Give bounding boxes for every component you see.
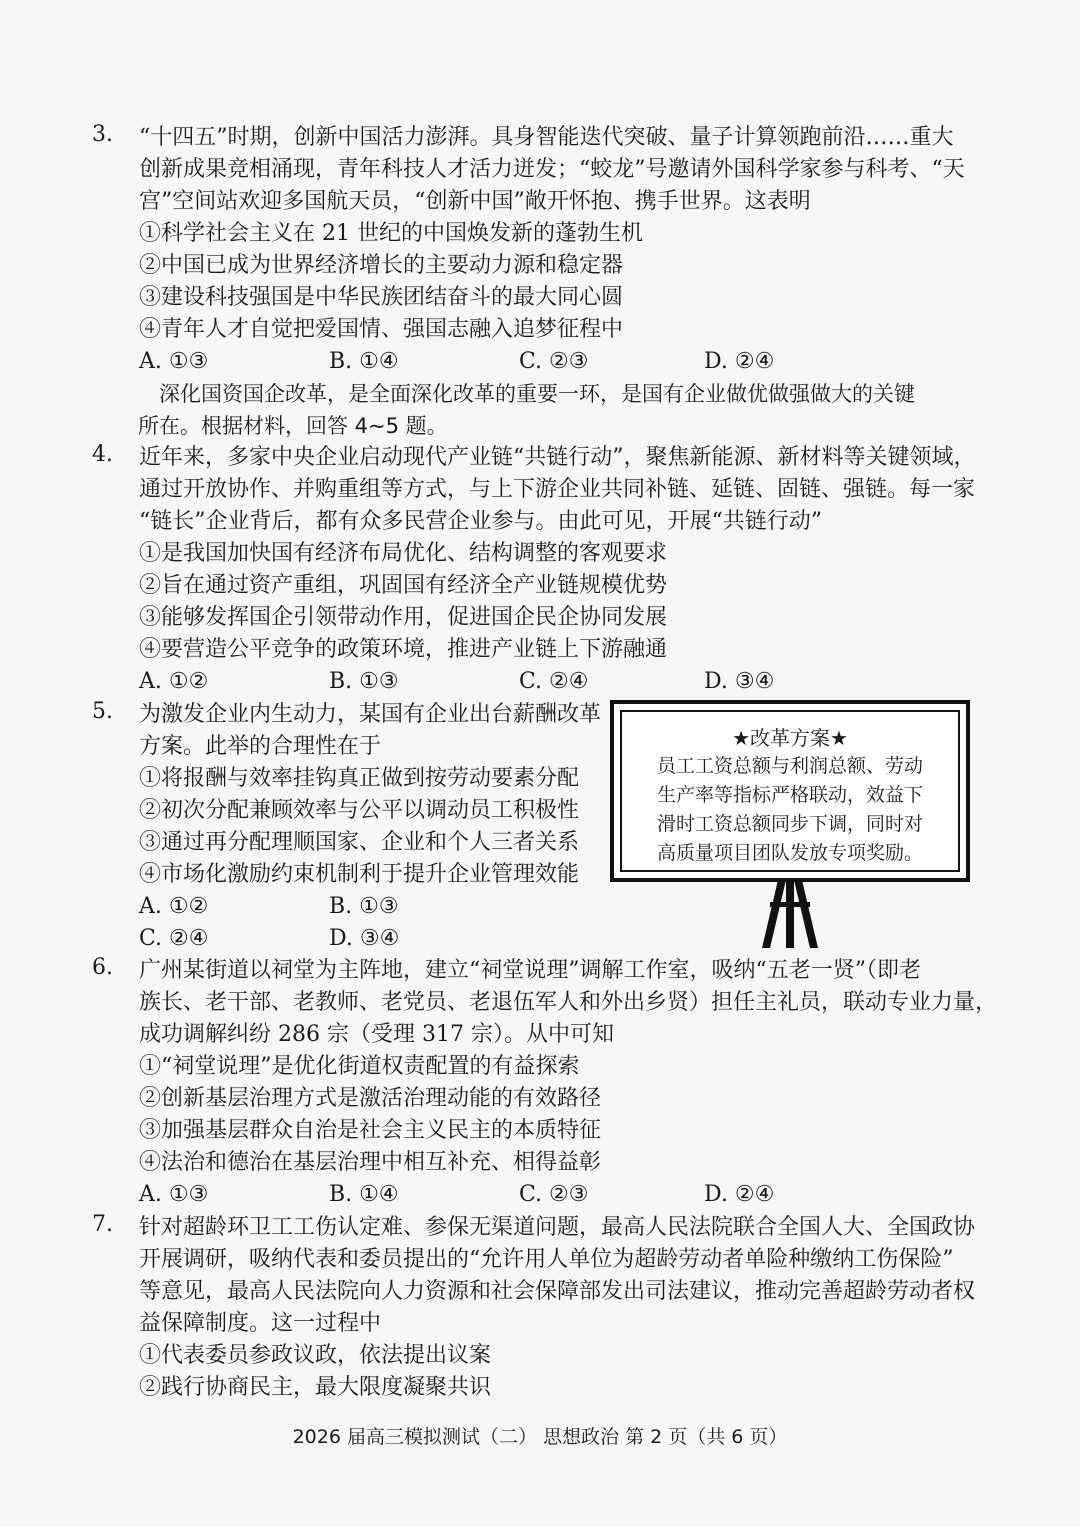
question-number: 7. (92, 1212, 113, 1237)
statement-3: ③加强基层群众自治是社会主义民主的本质特征 (139, 1118, 602, 1143)
board-line: 滑时工资总额同步下调，同时对 (656, 813, 923, 835)
option-d: D. ②④ (704, 1182, 775, 1207)
option-c: C. ②④ (519, 669, 589, 694)
statement-1: ①“祠堂说理”是优化街道权责配置的有益探索 (139, 1054, 580, 1079)
option-b: B. ①③ (329, 669, 399, 694)
statement-4: ④市场化激励约束机制利于提升企业管理效能 (139, 862, 580, 887)
board-frame (620, 710, 960, 872)
options-row (139, 891, 592, 923)
statement-4: ④青年人才自觉把爱国情、强国志融入追梦征程中 (139, 317, 624, 342)
statement-2: ②创新基层治理方式是激活治理动能的有效路径 (139, 1086, 602, 1111)
stem-line: 为激发企业内生动力，某国有企业出台薪酬改革 (139, 702, 602, 727)
option-c: C. ②③ (519, 349, 589, 374)
stem-line: 近年来，多家中央企业启动现代产业链“共链行动”，聚焦新能源、新材料等关键领域， (139, 445, 976, 470)
question-body (139, 699, 602, 955)
stem-line: “十四五”时期，创新中国活力澎湃。具身智能迭代突破、量子计算领跑前沿……重大 (139, 125, 954, 150)
stem-line: 通过开放协作、并购重组等方式，与上下游企业共同补链、延链、固链、强链。每一家 (139, 477, 976, 502)
option-a: A. ①③ (139, 349, 209, 374)
statement-3: ③能够发挥国企引领带动作用，促进国企民企协同发展 (139, 605, 668, 630)
statement-2: ②中国已成为世界经济增长的主要动力源和稳定器 (139, 253, 624, 278)
stem-line: 开展调研，吸纳代表和委员提出的“允许用人单位为超龄劳动者单险种缴纳工伤保险” (139, 1247, 954, 1272)
question-body (139, 1212, 982, 1404)
board-line: 生产率等指标严格联动，效益下 (656, 784, 923, 806)
options-row (139, 666, 982, 698)
option-d: D. ③④ (329, 926, 400, 951)
statement-4: ④要营造公平竞争的政策环境，推进产业链上下游融通 (139, 637, 668, 662)
option-c: C. ②③ (519, 1182, 589, 1207)
stem-line: 宫”空间站欢迎多国航天员，“创新中国”敞开怀抱、携手世界。这表明 (139, 189, 811, 214)
statement-1: ①将报酬与效率挂钩真正做到按劳动要素分配 (139, 766, 580, 791)
stem-line: 成功调解纠纷 286 宗（受理 317 宗）。从中可知 (139, 1022, 614, 1047)
statement-2: ②旨在通过资产重组，巩固国有经济全产业链规模优势 (139, 573, 668, 598)
stem-line: 创新成果竞相涌现，青年科技人才活力迸发；“蛟龙”号邀请外国科学家参与科考、“天 (139, 157, 965, 182)
statement-1: ①代表委员参政议政，依法提出议案 (139, 1343, 492, 1368)
question-body (139, 442, 982, 698)
stem-line: 族长、老干部、老教师、老党员、老退伍军人和外出乡贤）担任主礼员，联动专业力量， (139, 990, 998, 1015)
statement-2: ②践行协商民主，最大限度凝聚共识 (139, 1375, 492, 1400)
material-4-5 (138, 378, 983, 442)
board-title: ★改革方案★ (732, 726, 848, 750)
option-a: A. ①② (139, 669, 209, 694)
option-b: B. ①③ (329, 894, 399, 919)
stem-line: 针对超龄环卫工工伤认定难、参保无渠道问题，最高人民法院联合全国人大、全国政协 (139, 1215, 976, 1240)
reform-plan-board (610, 700, 970, 882)
page-footer: 2026 届高三模拟测试（二） 思想政治 第 2 页（共 6 页） (292, 1426, 788, 1448)
easel-stand-icon (740, 880, 840, 950)
stem-line: 广州某街道以祠堂为主阵地，建立“祠堂说理”调解工作室，吸纳“五老一贤”（即老 (139, 958, 921, 983)
board-line: 高质量项目团队发放专项奖励。 (656, 842, 923, 864)
stem-line: 益保障制度。这一过程中 (139, 1311, 382, 1336)
question-body (139, 955, 998, 1211)
stem-line: 方案。此举的合理性在于 (139, 734, 382, 759)
stem-line: “链长”企业背后，都有众多民营企业参与。由此可见，开展“共链行动” (139, 509, 822, 534)
option-a: A. ①③ (139, 1182, 209, 1207)
statement-3: ③通过再分配理顺国家、企业和个人三者关系 (139, 830, 580, 855)
option-b: B. ①④ (329, 1182, 399, 1207)
material-line: 深化国资国企改革，是全面深化改革的重要一环，是国有企业做优做强做大的关键 (138, 382, 915, 406)
question-number: 6. (92, 955, 113, 980)
board-line: 员工工资总额与利润总额、劳动 (656, 755, 923, 777)
statement-3: ③建设科技强国是中华民族团结奋斗的最大同心圆 (139, 285, 624, 310)
question-body (139, 122, 982, 378)
statement-2: ②初次分配兼顾效率与公平以调动员工积极性 (139, 798, 580, 823)
material-line: 所在。根据材料，回答 4~5 题。 (138, 414, 448, 438)
statement-1: ①科学社会主义在 21 世纪的中国焕发新的蓬勃生机 (139, 221, 643, 246)
statement-1: ①是我国加快国有经济布局优化、结构调整的客观要求 (139, 541, 668, 566)
option-b: B. ①④ (329, 349, 399, 374)
question-number: 4. (92, 442, 113, 467)
options-row (139, 346, 982, 378)
option-a: A. ①② (139, 894, 209, 919)
options-row (139, 1179, 982, 1211)
statement-4: ④法治和德治在基层治理中相互补充、相得益彰 (139, 1150, 602, 1175)
option-d: D. ③④ (704, 669, 775, 694)
question-number: 3. (92, 122, 113, 147)
option-d: D. ②④ (704, 349, 775, 374)
options-row (139, 923, 592, 955)
question-number: 5. (92, 699, 113, 724)
stem-line: 等意见，最高人民法院向人力资源和社会保障部发出司法建议，推动完善超龄劳动者权 (139, 1279, 976, 1304)
option-c: C. ②④ (139, 926, 209, 951)
